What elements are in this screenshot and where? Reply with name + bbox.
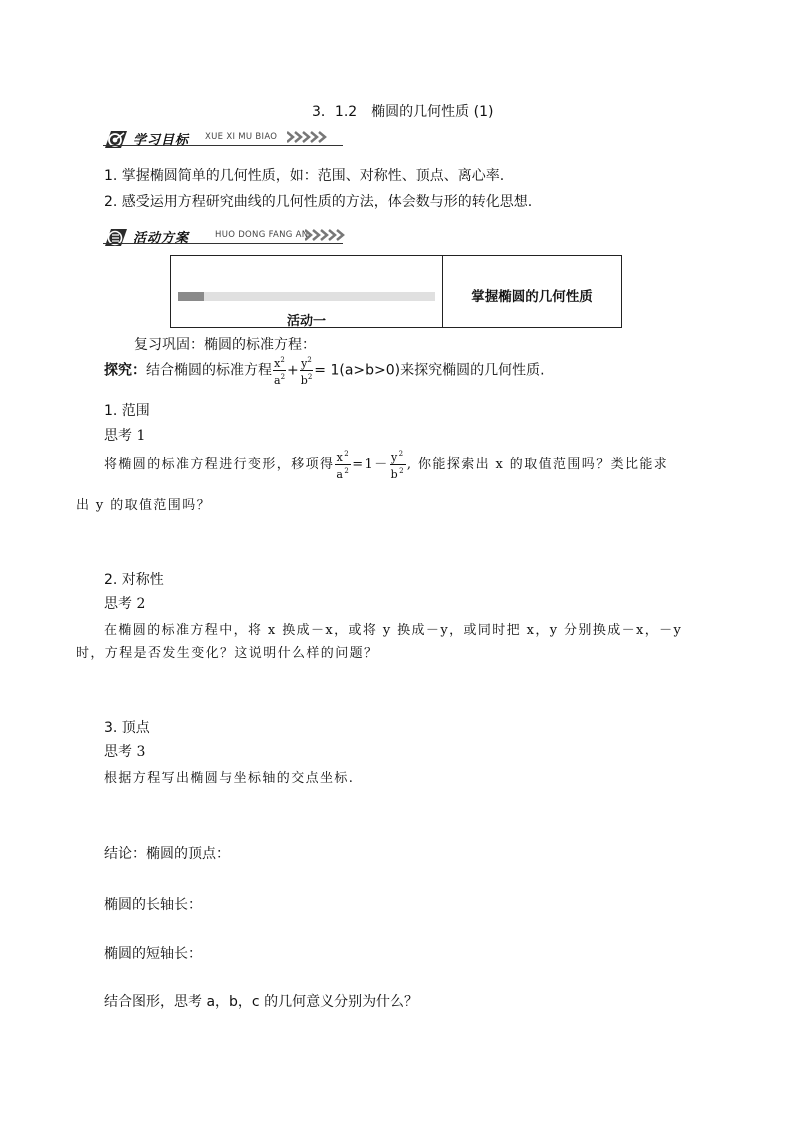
goal-item-1: 1. 掌握椭圆简单的几何性质，如：范围、对称性、顶点、离心率. (104, 168, 505, 184)
activity-goal: 掌握椭圆的几何性质 (471, 289, 593, 305)
major-axis-length: 椭圆的长轴长： (104, 897, 202, 913)
section-2-title: 2. 对称性 (104, 572, 164, 588)
fraction-x2-a2: $\frac{x^2}{a^2}$ (274, 356, 286, 387)
fraction-y2-b2: $\frac{y^2}{b^2}$ (300, 356, 313, 387)
activity-progress-fill (178, 292, 204, 301)
explore-line (104, 354, 545, 387)
explore-post: = 1(a>b>0)来探究椭圆的几何性质. (314, 362, 545, 379)
target-icon (103, 128, 129, 152)
page-title: 3．1.2 椭圆的几何性质 (1) (312, 104, 494, 120)
banner-cn: 学习目标 (133, 133, 190, 148)
minor-axis-length: 椭圆的短轴长： (104, 946, 202, 962)
section-3-line-1: 根据方程写出椭圆与坐标轴的交点坐标. (104, 771, 355, 786)
explore-lead: 探究： (104, 362, 146, 379)
section-2-line-1: 在椭圆的标准方程中，将 x 换成－x，或将 y 换成－y，或同时把 x，y 分别换成－x，－y (104, 623, 683, 638)
list-icon (103, 226, 129, 250)
section-1-line-1: 将椭圆的标准方程进行变形，移项得 $\frac{x^2}{a^2}$ =1－ $\frac{y^2}{b^2}$ , 你能探索出 x 的取值范围吗？类比能求 (104, 450, 669, 481)
explore-pre: 结合椭圆的标准方程 (146, 362, 272, 379)
banner-pinyin: HUO DONG FANG AN (215, 230, 309, 240)
section-1-title: 1. 范围 (104, 403, 150, 419)
banner-cn: 活动方案 (133, 231, 190, 246)
activity-table (170, 255, 622, 328)
fraction-y2-b2: $\frac{y^2}{b^2}$ (390, 450, 405, 481)
banner-activity-plan (103, 226, 358, 250)
goal-item-2: 2. 感受运用方程研究曲线的几何性质的方法，体会数与形的转化思想. (104, 194, 533, 210)
plus-sign: + (287, 362, 299, 379)
section-3-title: 3. 顶点 (104, 720, 150, 736)
fraction-x2-a2: $\frac{x^2}{a^2}$ (336, 450, 351, 481)
section-2-line-2: 时，方程是否发生变化？这说明什么样的问题？ (76, 646, 379, 661)
final-question: 结合图形，思考 a，b，c 的几何意义分别为什么？ (104, 994, 419, 1010)
section-2-think: 思考 2 (104, 596, 146, 612)
activity-progress-bar (178, 292, 435, 301)
review-text: 复习巩固：椭圆的标准方程： (134, 337, 316, 353)
chevrons-icon (287, 131, 339, 143)
banner-pinyin: XUE XI MU BIAO (205, 132, 278, 142)
banner-learning-goals (103, 128, 358, 152)
section-3-think: 思考 3 (104, 744, 146, 760)
chevrons-icon (305, 229, 357, 241)
conclusion-vertices: 结论：椭圆的顶点： (104, 846, 230, 862)
activity-label: 活动一 (286, 314, 326, 329)
section-1-line-2: 出 y 的取值范围吗？ (76, 498, 212, 513)
section-1-think: 思考 1 (104, 428, 146, 444)
